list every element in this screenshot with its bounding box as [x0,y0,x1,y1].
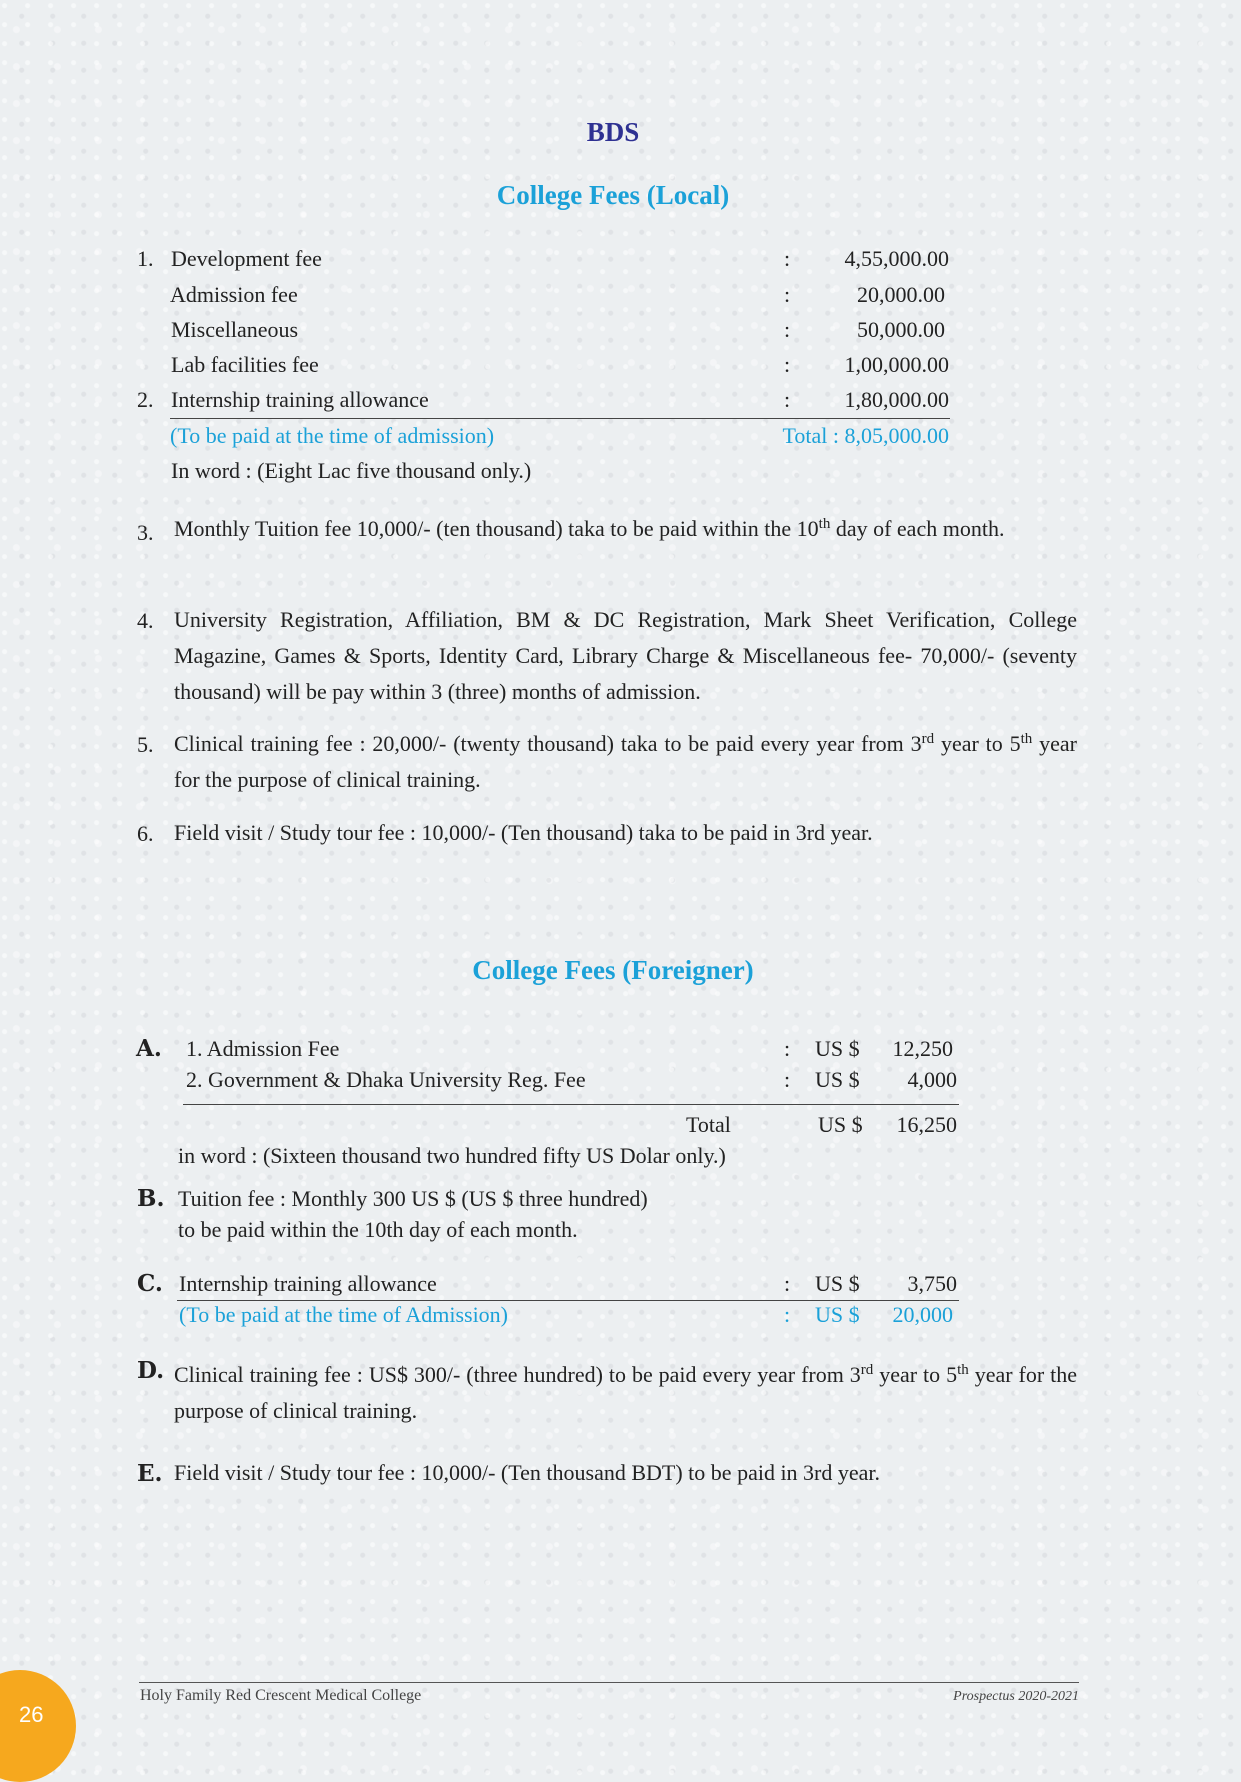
fee-label: Admission fee [170,282,298,307]
item-number: 4. [137,608,154,633]
tuition-fee-line: Tuition fee : Monthly 300 US $ (US $ three hundred) [178,1186,648,1211]
divider [170,418,950,419]
currency: US $ [815,1036,860,1061]
fee-label: Miscellaneous [171,317,299,342]
field-visit-paragraph: Field visit / Study tour fee : 10,000/- (Ten thousand) taka to be paid in 3rd year. [174,820,873,845]
fee-label: Development fee [171,246,322,271]
fee-amount: 20,000.00 [857,282,945,307]
clinical-fee-paragraph: Clinical training fee : US$ 300/- (three hundred) to be paid every year from 3rd year to 5th year for the purpose of clinical training. [174,1362,1078,1423]
footer-rule [139,1682,1079,1683]
colon: : [784,246,791,271]
foreign-total: 16,250 [896,1112,957,1137]
fee-amount: 1,80,000.00 [844,387,949,412]
colon: : [784,387,791,412]
fee-amount: 50,000.00 [857,317,945,342]
colon: : [784,1302,791,1327]
payment-note: (To be paid at the time of admission) [170,423,495,448]
footer-prospectus: Prospectus 2020-2021 [953,1689,1079,1704]
fee-label: Internship training allowance [171,387,429,412]
local-total: Total : 8,05,000.00 [782,423,949,448]
fee-label: Lab facilities fee [171,352,319,377]
currency: US $ [815,1302,860,1327]
item-letter: E. [137,1460,163,1487]
fee-label: Internship training allowance [179,1271,437,1296]
row-number: 2. [137,387,154,412]
currency: US $ [818,1112,863,1137]
item-letter: C. [137,1270,163,1297]
fee-amount: 1,00,000.00 [844,352,949,377]
divider [177,1300,959,1301]
currency: US $ [815,1067,860,1092]
fee-label: 2. Government & Dhaka University Reg. Fee [186,1067,586,1092]
clinical-fee-paragraph: Clinical training fee : 20,000/- (twenty thousand) taka to be paid every year from 3rd year to 5th year for the purpose of clinical training. [174,731,1078,792]
registration-fee-paragraph: University Registration, Affiliation, BM & DC Registration, Mark Sheet Verification, College Magazine, Games & Sports, Identity Card, Library Charge & Miscellaneous fee- 70,000/- (seventy thousand) will be pay within 3 (three) months of admission. [174,607,1077,704]
item-letter: B. [137,1185,165,1212]
total-in-words: in word : (Sixteen thousand two hundred fifty US Dolar only.) [178,1143,726,1168]
fee-amount: 3,750 [907,1271,957,1296]
colon: : [784,1271,791,1296]
divider [183,1104,959,1105]
item-number: 3. [137,520,154,545]
colon: : [784,1067,791,1092]
foreign-fees-title: College Fees (Foreigner) [472,955,754,985]
item-letter: A. [136,1035,162,1062]
local-fees-title: College Fees (Local) [496,180,730,210]
row-number: 1. [137,246,154,271]
fee-label: 1. Admission Fee [186,1036,340,1061]
colon: : [784,352,791,377]
item-number: 6. [137,821,154,846]
fee-amount: 4,55,000.00 [844,246,949,271]
item-number: 5. [137,732,154,757]
item-letter: D. [137,1357,165,1384]
currency: US $ [815,1271,860,1296]
page-number: 26 [19,1702,44,1727]
colon: : [784,1036,791,1061]
tuition-fee-line: to be paid within the 10th day of each month. [178,1217,578,1242]
colon: : [784,282,791,307]
colon: : [784,317,791,342]
fee-amount: 4,000 [907,1067,957,1092]
footer-college-name: Holy Family Red Crescent Medical College [140,1687,422,1704]
page-title: BDS [586,117,640,147]
fee-amount: 12,250 [892,1036,953,1061]
total-label: Total [686,1112,731,1137]
tuition-fee-paragraph: Monthly Tuition fee 10,000/- (ten thousand) taka to be paid within the 10th day of each month. [174,516,1005,541]
admission-total: 20,000 [892,1302,953,1327]
payment-note: (To be paid at the time of Admission) [179,1302,509,1327]
field-visit-paragraph: Field visit / Study tour fee : 10,000/- (Ten thousand BDT) to be paid in 3rd year. [174,1460,881,1485]
total-in-words: In word : (Eight Lac five thousand only.) [171,458,532,483]
